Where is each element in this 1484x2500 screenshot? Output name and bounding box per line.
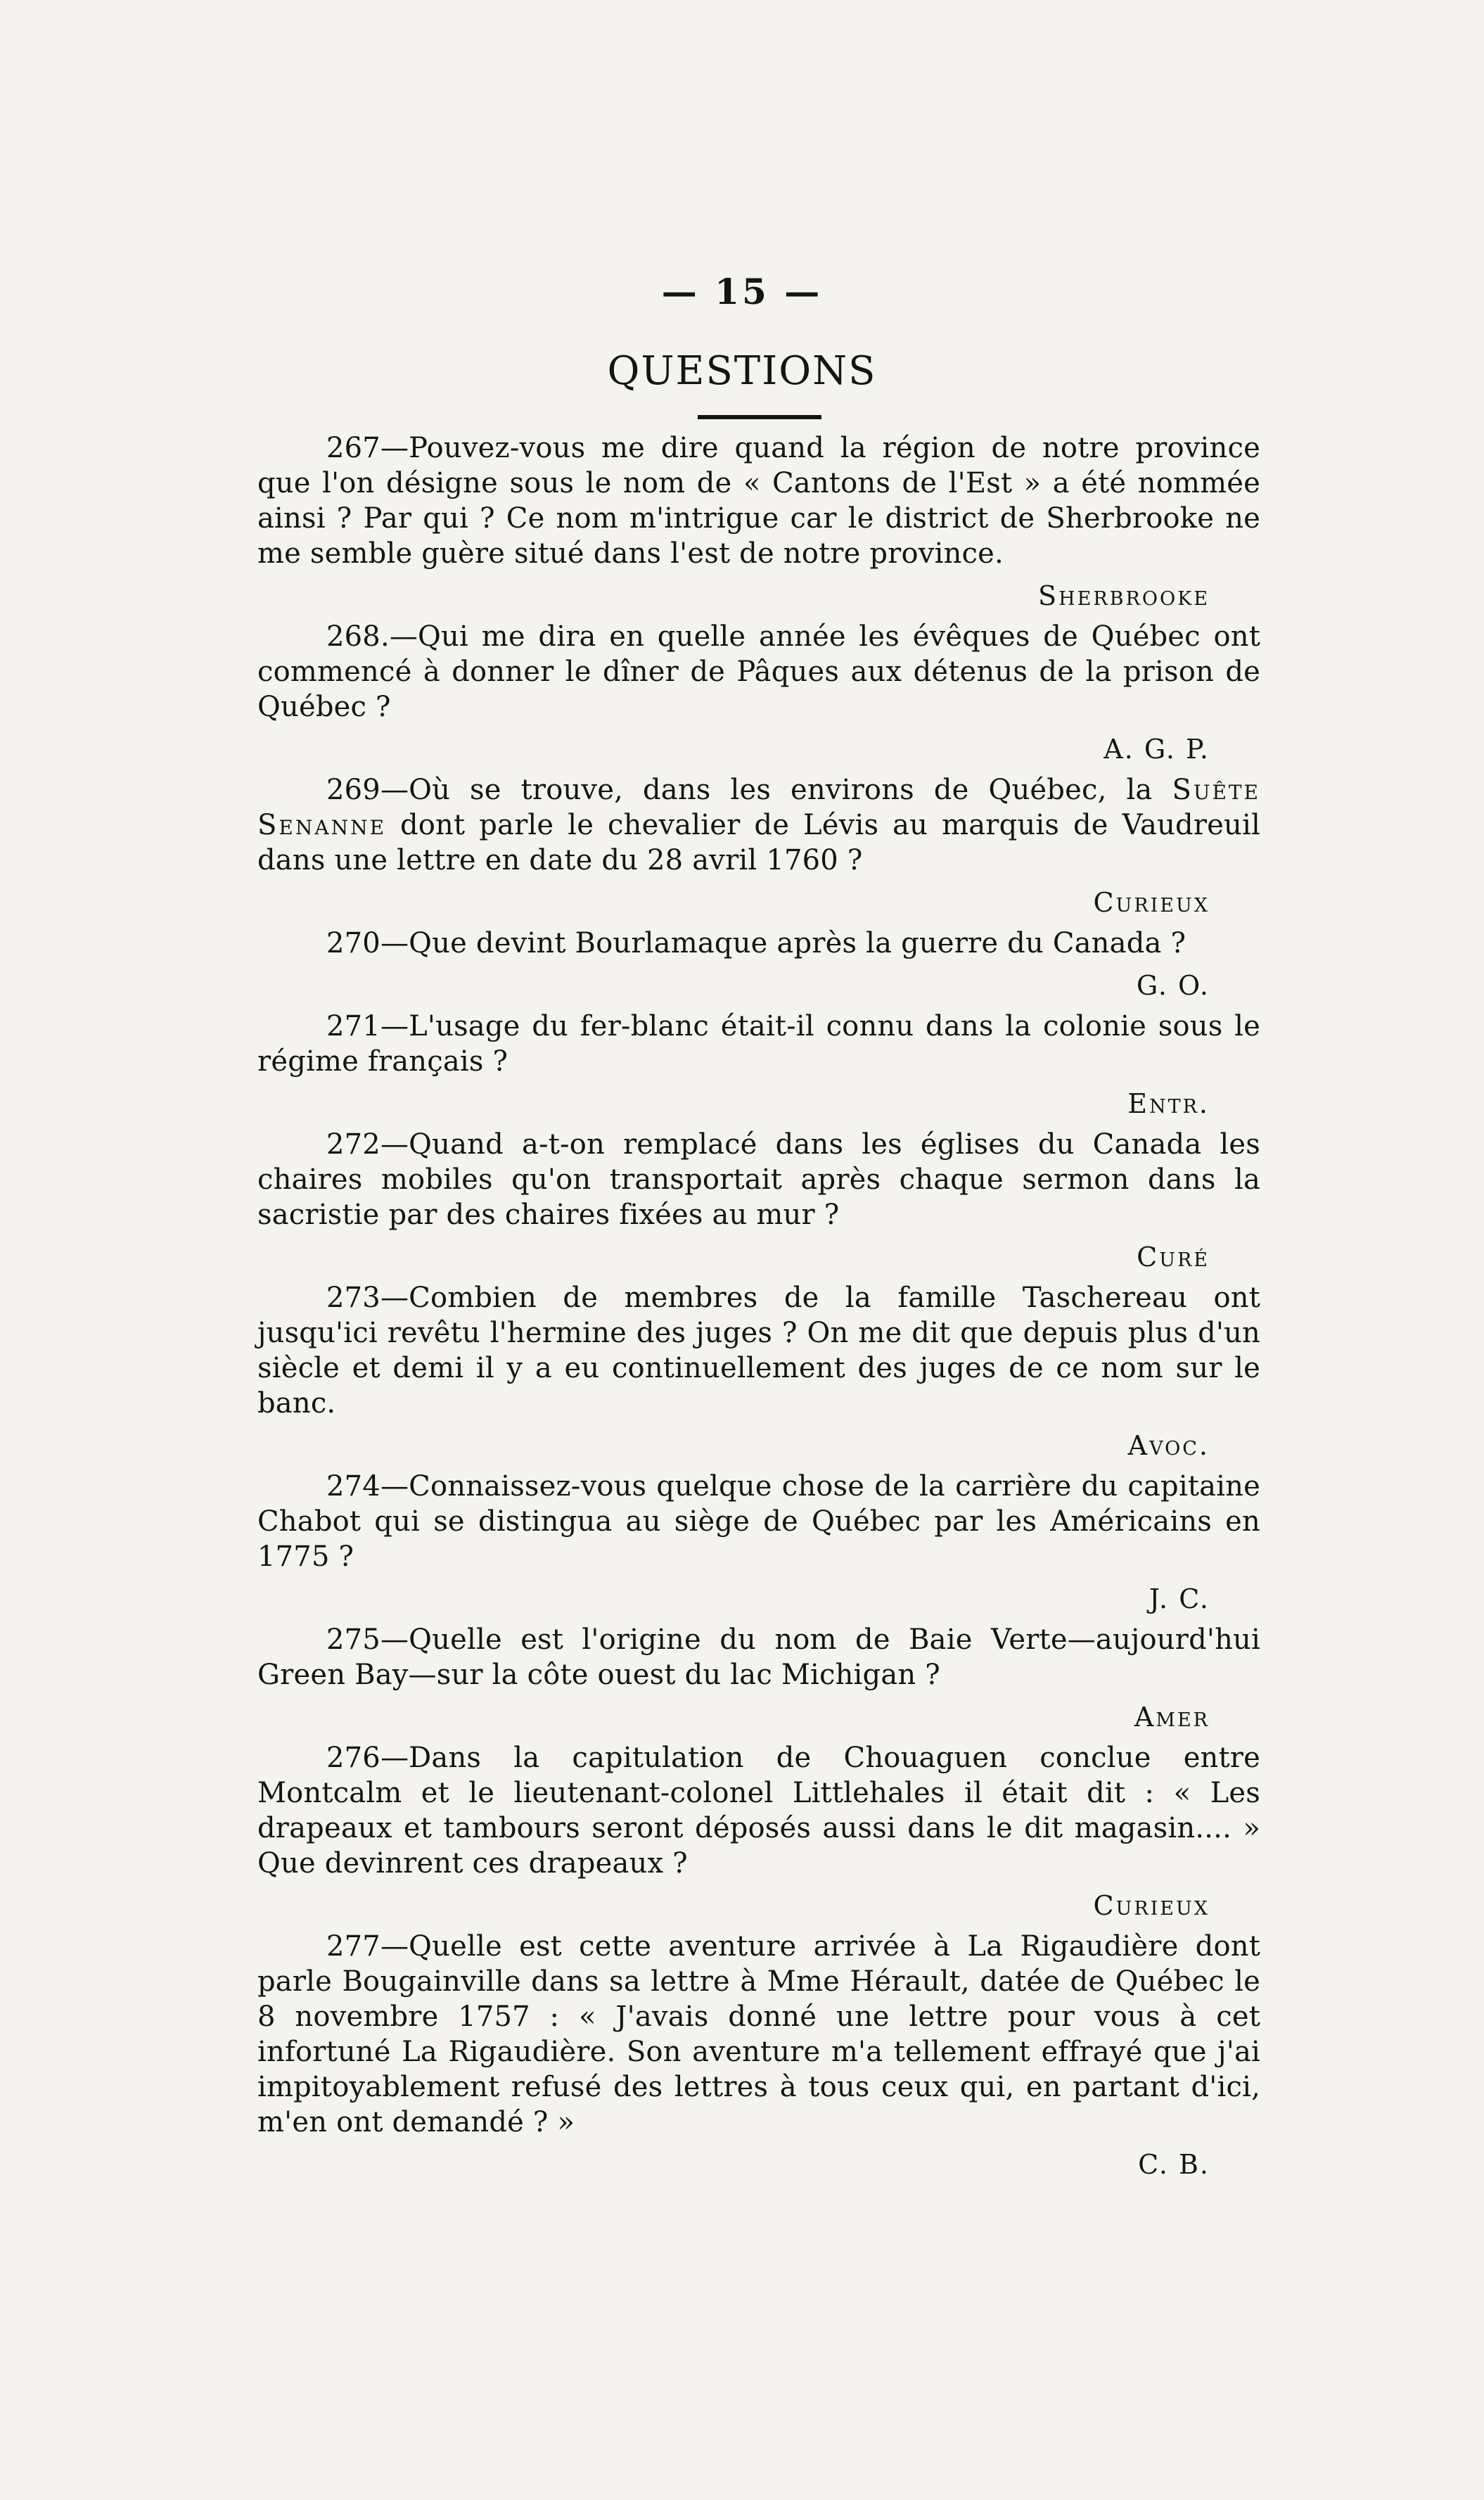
question-text-before: 269—Où se trouve, dans les environs de Québec, la [326,774,1172,806]
question-276 [257,1740,1260,1922]
question-signature: Amer [1134,1702,1210,1733]
question-text: 268.—Qui me dira en quelle année les évêques de Québec ont commencé à donner le dîner de Pâques aux détenus de la prison de Québec ? [257,620,1260,723]
question-268 [257,619,1260,765]
question-272 [257,1127,1260,1273]
question-signature: G. O. [1136,970,1210,1001]
page-title: QUESTIONS [607,348,877,394]
question-273 [257,1280,1260,1462]
question-text: 275—Quelle est l'origine du nom de Baie Verte—aujourd'hui Green Bay—sur la côte ouest du lac Michigan ? [257,1624,1260,1691]
question-text: 271—L'usage du fer-blanc était-il connu dans la colonie sous le régime français ? [257,1010,1260,1078]
question-270 [257,926,1260,1002]
question-signature: C. B. [1138,2149,1210,2180]
question-267 [257,431,1260,612]
place-name-smallcaps: Suête Senanne [257,774,1260,841]
question-text: 274—Connaissez-vous quelque chose de la carrière du capitaine Chabot qui se distingua au siège de Québec par les Américains en 1775 ? [257,1470,1260,1573]
question-275 [257,1622,1260,1733]
question-signature: Curé [1137,1242,1210,1273]
question-signature: Curieux [1093,1890,1210,1921]
question-text: 276—Dans la capitulation de Chouaguen conclue entre Montcalm et le lieutenant-colonel Littlehales il était dit : « Les drapeaux et tambours seront déposés aussi dans le dit magasin.... » Que devinrent ces drapeaux ? [257,1742,1260,1880]
question-text: 267—Pouvez-vous me dire quand la région de notre province que l'on désigne sous le nom de « Cantons de l'Est » a été nommée ainsi ? Par qui ? Ce nom m'intrigue car le district de Sherbrooke ne me semble guère situé dans l'est de notre province. [257,432,1260,570]
question-271 [257,1009,1260,1120]
question-text: 270—Que devint Bourlamaque après la guerre du Canada ? [326,927,1186,959]
title-rule [698,415,821,419]
page-number: — 15 — [661,271,823,312]
question-274 [257,1469,1260,1615]
question-text-after: dont parle le chevalier de Lévis au marquis de Vaudreuil dans une lettre en date du 28 avril 1760 ? [257,809,1260,876]
question-signature: Curieux [1093,887,1210,918]
question-signature: Entr. [1127,1088,1210,1119]
question-text: 272—Quand a-t-on remplacé dans les églises du Canada les chaires mobiles qu'on transportait après chaque sermon dans la sacristie par des chaires fixées au mur ? [257,1128,1260,1231]
question-signature: J. C. [1149,1583,1210,1614]
question-text [257,772,1260,878]
question-signature: Sherbrooke [1038,580,1210,611]
question-277 [257,1929,1260,2181]
question-text: 273—Combien de membres de la famille Taschereau ont jusqu'ici revêtu l'hermine des juges ? On me dit que depuis plus d'un siècle et demi il y a eu continuellement des juges de ce nom sur le banc. [257,1282,1260,1420]
question-signature: A. G. P. [1104,734,1210,765]
question-text: 277—Quelle est cette aventure arrivée à La Rigaudière dont parle Bougainville dans sa lettre à Mme Hérault, datée de Québec le 8 novembre 1757 : « J'avais donné une lettre pour vous à cet infortuné La Rigaudière. Son aventure m'a tellement effrayé que j'ai impitoyablement refusé des lettres à tous ceux qui, en partant d'ici, m'en ont demandé ? » [257,1930,1260,2138]
question-signature: Avoc. [1127,1430,1210,1461]
question-269 [257,772,1260,919]
questions-list [257,431,1260,2188]
